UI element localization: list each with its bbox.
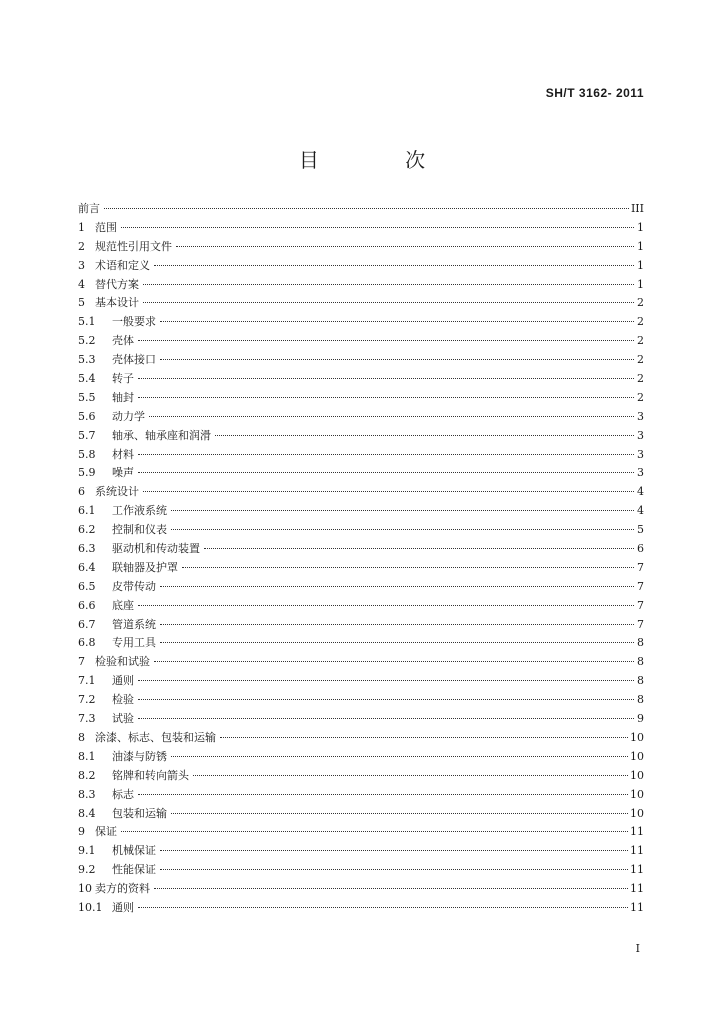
toc-entry[interactable] bbox=[78, 653, 644, 672]
toc-entry[interactable] bbox=[78, 899, 644, 918]
toc-entry[interactable] bbox=[78, 823, 644, 842]
toc-entry-number: 8.4 bbox=[78, 806, 96, 820]
toc-dot-leader bbox=[160, 869, 628, 870]
toc-entry-page: 4 bbox=[637, 504, 644, 518]
toc-entry[interactable] bbox=[78, 464, 644, 483]
toc-dot-leader bbox=[138, 718, 634, 719]
toc-dot-leader bbox=[138, 699, 634, 700]
toc-entry-title: 标志 bbox=[112, 787, 134, 801]
toc-entry-page: 11 bbox=[630, 863, 644, 877]
toc-entry-number: 8.2 bbox=[78, 768, 96, 782]
toc-dot-leader bbox=[138, 907, 628, 908]
toc-dot-leader bbox=[138, 605, 634, 606]
toc-entry[interactable] bbox=[78, 370, 644, 389]
toc-entry-number: 6.3 bbox=[78, 542, 96, 556]
toc-entry-number: 6.1 bbox=[78, 504, 96, 518]
toc-entry[interactable] bbox=[78, 332, 644, 351]
toc-entry-title: 动力学 bbox=[112, 409, 145, 423]
toc-entry-title: 专用工具 bbox=[112, 636, 156, 650]
toc-entry[interactable] bbox=[78, 502, 644, 521]
toc-dot-leader bbox=[171, 813, 628, 814]
toc-entry-title: 涂漆、标志、包装和运输 bbox=[95, 730, 216, 744]
toc-entry-number: 5 bbox=[78, 296, 85, 310]
toc-entry[interactable] bbox=[78, 748, 644, 767]
toc-entry-number: 6.6 bbox=[78, 598, 96, 612]
toc-entry-number: 6.4 bbox=[78, 560, 96, 574]
toc-entry-number: 10 bbox=[78, 882, 92, 896]
toc-entry-page: 3 bbox=[637, 466, 644, 480]
page-title: 目 次 bbox=[298, 148, 466, 172]
toc-entry-title: 前言 bbox=[78, 202, 100, 215]
toc-entry-page: 10 bbox=[630, 749, 644, 763]
toc-entry-number: 7 bbox=[78, 655, 85, 669]
toc-entry-page: 7 bbox=[637, 598, 644, 612]
toc-entry-number: 9 bbox=[78, 825, 85, 839]
toc-entry-page: 2 bbox=[637, 390, 644, 404]
toc-entry-title: 保证 bbox=[95, 825, 117, 839]
toc-entry-page: 3 bbox=[637, 428, 644, 442]
toc-entry-title: 控制和仪表 bbox=[112, 523, 167, 537]
toc-entry[interactable] bbox=[78, 238, 644, 257]
toc-dot-leader bbox=[138, 378, 634, 379]
toc-entry-number: 7.3 bbox=[78, 712, 96, 726]
toc-entry-title: 轴封 bbox=[112, 390, 134, 404]
toc-entry-title: 壳体接口 bbox=[112, 353, 156, 367]
toc-dot-leader bbox=[171, 529, 634, 530]
toc-entry-page: 8 bbox=[637, 655, 644, 669]
toc-entry-title: 联轴器及护罩 bbox=[112, 560, 178, 574]
toc-entry-title: 检验 bbox=[112, 693, 134, 707]
toc-entry-page: III bbox=[630, 202, 644, 215]
toc-entry[interactable] bbox=[78, 597, 644, 616]
toc-entry-title: 管道系统 bbox=[112, 617, 156, 631]
toc-entry[interactable] bbox=[78, 408, 644, 427]
toc-entry-title: 系统设计 bbox=[95, 485, 139, 499]
toc-entry-number: 7.1 bbox=[78, 674, 96, 688]
toc-dot-leader bbox=[171, 510, 634, 511]
toc-entry-title: 替代方案 bbox=[95, 277, 139, 291]
toc-entry[interactable] bbox=[78, 786, 644, 805]
toc-entry-number: 5.1 bbox=[78, 315, 96, 329]
toc-entry[interactable] bbox=[78, 767, 644, 786]
toc-entry[interactable] bbox=[78, 276, 644, 295]
toc-entry[interactable] bbox=[78, 521, 644, 540]
toc-entry[interactable] bbox=[78, 805, 644, 824]
toc-entry-page: 11 bbox=[630, 844, 644, 858]
toc-dot-leader bbox=[104, 208, 629, 209]
toc-entry[interactable] bbox=[78, 294, 644, 313]
toc-dot-leader bbox=[154, 661, 634, 662]
toc-entry[interactable] bbox=[78, 257, 644, 276]
toc-dot-leader bbox=[204, 548, 634, 549]
toc-entry[interactable] bbox=[78, 880, 644, 899]
toc-dot-leader bbox=[193, 775, 628, 776]
toc-entry-number: 5.5 bbox=[78, 390, 96, 404]
toc-dot-leader bbox=[220, 737, 628, 738]
toc-dot-leader bbox=[143, 491, 634, 492]
toc-entry-title: 范围 bbox=[95, 220, 117, 234]
toc-entry-page: 11 bbox=[630, 882, 644, 896]
toc-entry-title: 转子 bbox=[112, 372, 134, 386]
toc-entry-page: 8 bbox=[637, 674, 644, 688]
toc-entry-number: 4 bbox=[78, 277, 85, 291]
toc-entry-title: 检验和试验 bbox=[95, 655, 150, 669]
toc-entry[interactable] bbox=[78, 691, 644, 710]
toc-dot-leader bbox=[154, 888, 628, 889]
toc-entry[interactable] bbox=[78, 446, 644, 465]
toc-entry-number: 5.2 bbox=[78, 334, 96, 348]
toc-entry-page: 4 bbox=[637, 485, 644, 499]
toc-dot-leader bbox=[138, 794, 628, 795]
toc-entry-page: 5 bbox=[637, 523, 644, 537]
toc-entry-title: 壳体 bbox=[112, 334, 134, 348]
toc-entry[interactable] bbox=[78, 389, 644, 408]
standard-code: SH/T 3162- 2011 bbox=[545, 86, 644, 100]
toc-entry-title: 通则 bbox=[112, 674, 134, 688]
toc-dot-leader bbox=[160, 586, 634, 587]
toc-entry[interactable] bbox=[78, 219, 644, 238]
toc-dot-leader bbox=[149, 416, 634, 417]
toc-entry-number: 5.3 bbox=[78, 353, 96, 367]
toc-entry-title: 通则 bbox=[112, 900, 134, 914]
toc-entry[interactable] bbox=[78, 427, 644, 446]
toc-entry-page: 7 bbox=[637, 579, 644, 593]
toc-dot-leader bbox=[138, 454, 634, 455]
toc-entry-page: 11 bbox=[630, 900, 644, 914]
toc-entry[interactable] bbox=[78, 483, 644, 502]
toc-entry[interactable] bbox=[78, 861, 644, 880]
toc-entry-number: 6.5 bbox=[78, 579, 96, 593]
toc-dot-leader bbox=[138, 340, 634, 341]
toc-entry-number: 9.1 bbox=[78, 844, 96, 858]
toc-entry-page: 8 bbox=[637, 693, 644, 707]
toc-entry-page: 1 bbox=[637, 258, 644, 272]
toc-entry-number: 5.4 bbox=[78, 372, 96, 386]
toc-entry-number: 5.7 bbox=[78, 428, 96, 442]
toc-entry-number: 7.2 bbox=[78, 693, 96, 707]
toc-entry[interactable] bbox=[78, 540, 644, 559]
toc-entry-title: 铭牌和转向箭头 bbox=[112, 768, 189, 782]
toc-entry-page: 9 bbox=[637, 712, 644, 726]
toc-dot-leader bbox=[160, 321, 634, 322]
toc-entry-page: 3 bbox=[637, 409, 644, 423]
toc-entry-page: 2 bbox=[637, 315, 644, 329]
toc-entry-title: 机械保证 bbox=[112, 844, 156, 858]
table-of-contents bbox=[78, 200, 644, 918]
toc-dot-leader bbox=[154, 265, 634, 266]
toc-entry[interactable] bbox=[78, 729, 644, 748]
toc-dot-leader bbox=[138, 472, 634, 473]
toc-entry-title: 术语和定义 bbox=[95, 258, 150, 272]
toc-dot-leader bbox=[176, 246, 634, 247]
toc-entry-title: 规范性引用文件 bbox=[95, 239, 172, 253]
toc-dot-leader bbox=[171, 756, 628, 757]
toc-entry[interactable] bbox=[78, 313, 644, 332]
toc-entry-title: 皮带传动 bbox=[112, 579, 156, 593]
toc-dot-leader bbox=[121, 831, 628, 832]
toc-dot-leader bbox=[215, 435, 634, 436]
toc-entry-page: 10 bbox=[630, 768, 644, 782]
page-number: I bbox=[635, 942, 640, 955]
toc-entry-number: 5.8 bbox=[78, 447, 96, 461]
toc-entry-page: 2 bbox=[637, 296, 644, 310]
toc-entry-number: 1 bbox=[78, 220, 85, 234]
toc-entry-page: 10 bbox=[630, 730, 644, 744]
toc-entry[interactable] bbox=[78, 616, 644, 635]
toc-dot-leader bbox=[138, 397, 634, 398]
toc-dot-leader bbox=[182, 567, 634, 568]
toc-entry-title: 驱动机和传动装置 bbox=[112, 542, 200, 556]
toc-entry-title: 底座 bbox=[112, 598, 134, 612]
toc-entry-number: 2 bbox=[78, 239, 85, 253]
toc-entry[interactable] bbox=[78, 351, 644, 370]
toc-entry[interactable] bbox=[78, 578, 644, 597]
toc-entry-title: 基本设计 bbox=[95, 296, 139, 310]
toc-entry[interactable] bbox=[78, 200, 644, 219]
toc-entry[interactable] bbox=[78, 634, 644, 653]
toc-entry-title: 试验 bbox=[112, 712, 134, 726]
toc-entry-page: 10 bbox=[630, 806, 644, 820]
toc-entry-title: 卖方的资料 bbox=[95, 882, 150, 896]
toc-dot-leader bbox=[160, 359, 634, 360]
toc-entry-page: 3 bbox=[637, 447, 644, 461]
toc-entry-page: 1 bbox=[637, 277, 644, 291]
toc-entry-title: 轴承、轴承座和润滑 bbox=[112, 428, 211, 442]
toc-entry-page: 2 bbox=[637, 334, 644, 348]
toc-entry-number: 8 bbox=[78, 730, 85, 744]
toc-entry-title: 材料 bbox=[112, 447, 134, 461]
toc-entry[interactable] bbox=[78, 710, 644, 729]
toc-entry[interactable] bbox=[78, 672, 644, 691]
toc-entry-page: 2 bbox=[637, 372, 644, 386]
toc-entry[interactable] bbox=[78, 559, 644, 578]
toc-entry-page: 11 bbox=[630, 825, 644, 839]
toc-dot-leader bbox=[160, 624, 634, 625]
toc-entry-title: 性能保证 bbox=[112, 863, 156, 877]
toc-dot-leader bbox=[160, 642, 634, 643]
toc-entry-page: 7 bbox=[637, 617, 644, 631]
toc-entry-number: 8.1 bbox=[78, 749, 96, 763]
toc-entry-title: 包装和运输 bbox=[112, 806, 167, 820]
toc-entry-title: 噪声 bbox=[112, 466, 134, 480]
toc-dot-leader bbox=[138, 680, 634, 681]
toc-entry-page: 2 bbox=[637, 353, 644, 367]
toc-entry-title: 一般要求 bbox=[112, 315, 156, 329]
toc-entry-number: 6 bbox=[78, 485, 85, 499]
toc-entry-page: 7 bbox=[637, 560, 644, 574]
toc-entry-number: 5.9 bbox=[78, 466, 96, 480]
toc-entry-number: 5.6 bbox=[78, 409, 96, 423]
toc-dot-leader bbox=[143, 302, 634, 303]
toc-entry-title: 工作液系统 bbox=[112, 504, 167, 518]
toc-dot-leader bbox=[121, 227, 634, 228]
toc-entry-number: 10.1 bbox=[78, 900, 103, 914]
toc-entry-number: 6.2 bbox=[78, 523, 96, 537]
toc-dot-leader bbox=[143, 284, 634, 285]
toc-dot-leader bbox=[160, 850, 628, 851]
toc-entry-page: 1 bbox=[637, 239, 644, 253]
toc-entry-number: 8.3 bbox=[78, 787, 96, 801]
toc-entry-page: 10 bbox=[630, 787, 644, 801]
toc-entry-number: 9.2 bbox=[78, 863, 96, 877]
toc-entry-number: 3 bbox=[78, 258, 85, 272]
toc-entry-page: 8 bbox=[637, 636, 644, 650]
toc-entry[interactable] bbox=[78, 842, 644, 861]
toc-entry-number: 6.7 bbox=[78, 617, 96, 631]
toc-entry-page: 6 bbox=[637, 542, 644, 556]
toc-entry-page: 1 bbox=[637, 220, 644, 234]
toc-entry-number: 6.8 bbox=[78, 636, 96, 650]
toc-entry-title: 油漆与防锈 bbox=[112, 749, 167, 763]
